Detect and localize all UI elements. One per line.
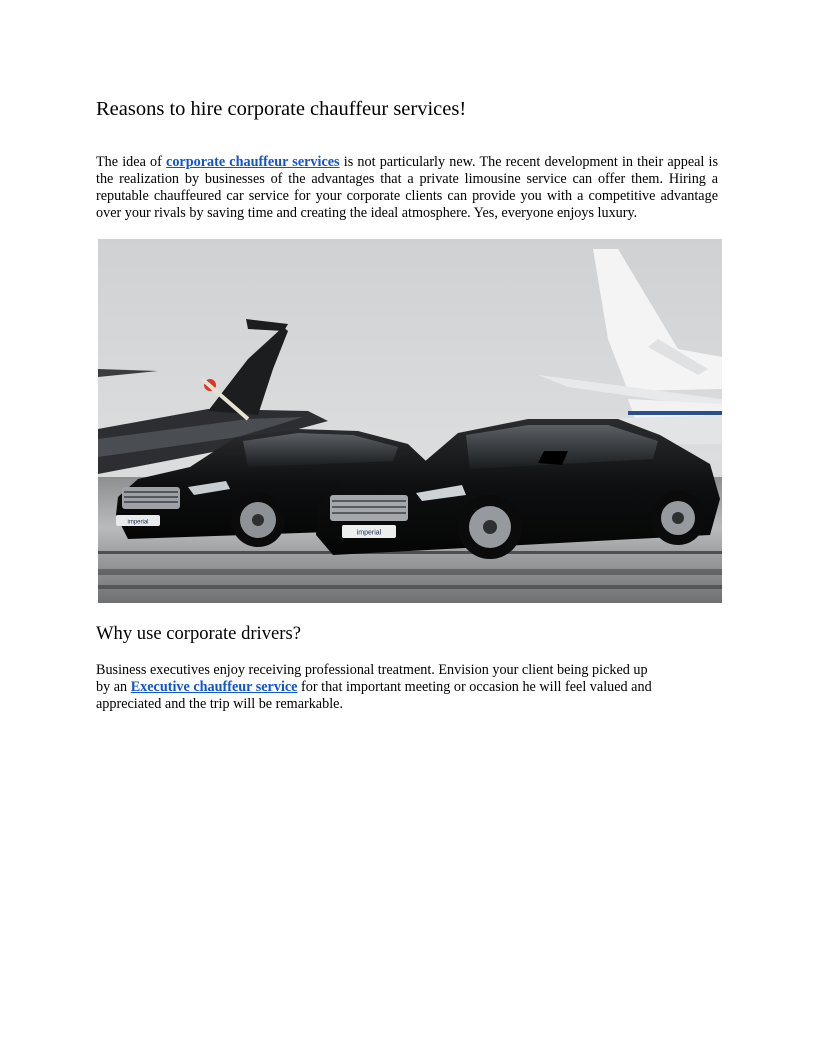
right-car-plate-text: imperial xyxy=(356,529,382,537)
page-title: Reasons to hire corporate chauffeur services! xyxy=(96,98,467,120)
cars-and-jets-illustration xyxy=(98,239,722,603)
intro-paragraph xyxy=(96,154,718,222)
executive-chauffeur-service-link[interactable]: Executive chauffeur service xyxy=(130,679,298,695)
intro-text-after: is not particularly new. The recent development in their appeal is the realization by businesses of the advantages that a private limousine service can offer them. Hiring a reputable chauffeured car service for your corporate clients can provide you with a competitive advantage over your rivals by saving time and creating the ideal atmosphere. Yes, everyone enjoys luxury. xyxy=(96,154,718,221)
left-car-plate-text: imperial xyxy=(127,519,149,526)
section-body-line-1: Business executives enjoy receiving professional treatment. Envision your client being picked up xyxy=(96,662,648,678)
section-heading-why-corporate-drivers: Why use corporate drivers? xyxy=(96,623,301,644)
corporate-chauffeur-services-link[interactable]: corporate chauffeur services xyxy=(166,154,340,170)
section-text-before: by an xyxy=(96,679,131,695)
chauffeur-cars-photo xyxy=(98,239,722,603)
intro-text-before: The idea of xyxy=(96,154,167,170)
section-text-after: for that important meeting or occasion he will feel valued and appreciated and the trip will be remarkable. xyxy=(96,679,652,712)
section-body xyxy=(96,662,718,713)
section-body-line-2 xyxy=(96,679,718,713)
